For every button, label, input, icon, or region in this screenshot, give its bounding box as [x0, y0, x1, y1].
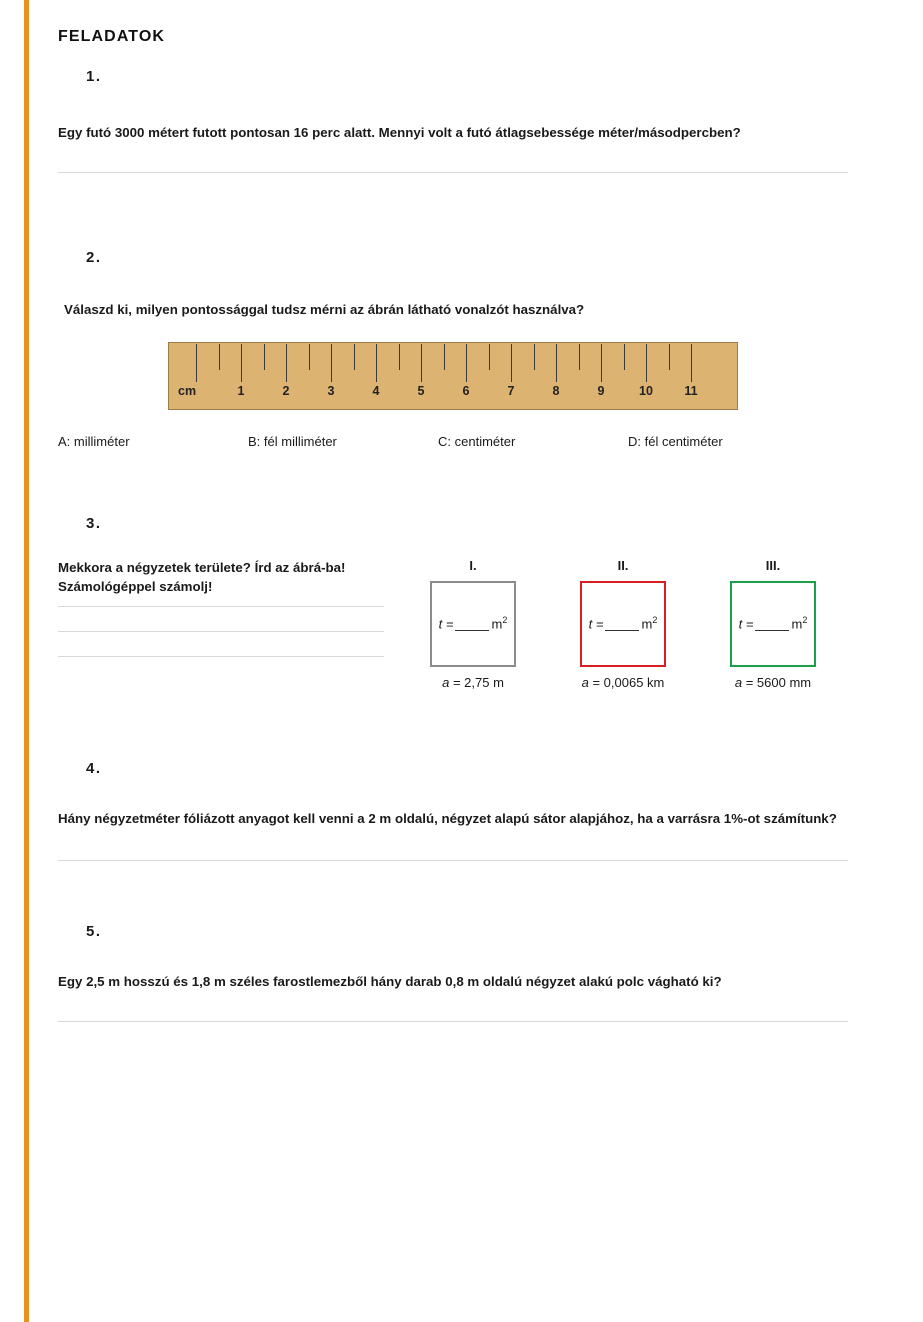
ruler-tick-minor [444, 344, 445, 370]
ruler-number-label: 7 [507, 383, 515, 398]
ruler-tick-major [331, 344, 332, 382]
square-i-prefix: t = [438, 616, 454, 632]
square-iii-area-field[interactable] [739, 615, 808, 631]
ruler-number-label: 11 [684, 383, 698, 398]
ruler-body [168, 342, 738, 410]
ruler-tick-major [511, 344, 512, 382]
choice-c[interactable] [438, 434, 628, 449]
ruler-number-label: 2 [282, 383, 290, 398]
ruler-tick-major [691, 344, 692, 382]
task-2 [58, 249, 848, 448]
ruler-tick-minor [264, 344, 265, 370]
task-4-text: Hány négyzetméter fóliázott anyagot kell venni a 2 m oldalú, négyzet alapú sátor alapjához, ha a varrásra 1%-ot számítunk? [58, 810, 837, 826]
square-i-caption-var: a [442, 674, 450, 690]
square-iii-caption-var: a [734, 674, 743, 690]
ruler-tick-major [196, 344, 197, 382]
task-1 [58, 68, 848, 173]
square-i-caption [398, 675, 548, 690]
square-i-exp: 2 [502, 615, 508, 626]
ruler-tick-minor [399, 344, 400, 370]
square-iii-title: III. [765, 557, 781, 573]
ruler-tick-major [646, 344, 647, 382]
choice-c-label: centiméter [454, 433, 516, 449]
square-iii-unit: m [791, 616, 803, 632]
task-5 [58, 923, 848, 1022]
ruler-number-label: 3 [327, 383, 335, 398]
choice-b-letter: B: [248, 433, 261, 449]
choice-a-label: milliméter [73, 433, 130, 449]
square-i-title: I. [469, 557, 477, 573]
ruler-tick-major [466, 344, 467, 382]
ruler-tick-minor [624, 344, 625, 370]
square-ii-title: II. [617, 557, 629, 573]
square-iii-caption-value: = 5600 mm [745, 674, 812, 690]
ruler-number-label: 10 [639, 383, 653, 398]
task-4-number: 4. [86, 759, 102, 777]
margin-accent-bar [24, 0, 29, 1322]
task-2-number: 2. [86, 249, 102, 267]
square-iii-caption [698, 675, 848, 690]
square-ii-blank[interactable] [605, 630, 639, 631]
ruler-tick-major [286, 344, 287, 382]
ruler-number-label: 8 [552, 383, 560, 398]
task-5-number: 5. [86, 922, 102, 940]
square-figure-iii [698, 558, 848, 690]
ruler-tick-major [601, 344, 602, 382]
task-2-text: Válaszd ki, milyen pontossággal tudsz mérni az ábrán látható vonalzót használva? [64, 302, 585, 318]
page-title: FELADATOK [58, 28, 166, 45]
ruler-tick-minor [219, 344, 220, 370]
choice-b[interactable] [248, 434, 438, 449]
square-iii-prefix: t = [738, 616, 754, 632]
answer-line [58, 860, 848, 861]
task-3-body [58, 558, 848, 690]
ruler-tick-major [376, 344, 377, 382]
task-3-text: Mekkora a négyzetek területe? Írd az ábrá-ba! Számológéppel számolj! [58, 559, 346, 594]
ruler-tick-minor [534, 344, 535, 370]
answer-line [58, 172, 848, 173]
ruler-tick-minor [309, 344, 310, 370]
square-ii-prefix: t = [588, 616, 604, 632]
square-ii-exp: 2 [652, 615, 658, 626]
ruler-tick-minor [579, 344, 580, 370]
ruler-number-label: 9 [597, 383, 605, 398]
task-3 [58, 515, 848, 690]
choice-a-letter: A: [58, 433, 71, 449]
ruler-figure [168, 342, 738, 410]
square-i-unit: m [491, 616, 503, 632]
square-ii-unit: m [641, 616, 653, 632]
square-iii-blank[interactable] [755, 630, 789, 631]
ruler-tick-minor [354, 344, 355, 370]
task-4 [58, 760, 848, 861]
choice-a[interactable] [58, 434, 248, 449]
choice-d-label: fél centiméter [644, 433, 723, 449]
answer-line [58, 631, 384, 632]
ruler-unit-label: cm [178, 383, 197, 398]
task-4-answer-area[interactable] [58, 860, 848, 861]
task-3-number: 3. [86, 514, 102, 532]
ruler-tick-minor [489, 344, 490, 370]
ruler-number-label: 6 [462, 383, 470, 398]
ruler-tick-major [421, 344, 422, 382]
square-i-area-field[interactable] [439, 615, 508, 631]
task-5-answer-area[interactable] [58, 1021, 848, 1022]
square-figure-i [398, 558, 548, 690]
ruler-number-label: 4 [372, 383, 380, 398]
square-i-shape [430, 581, 516, 667]
ruler-tick-major [556, 344, 557, 382]
square-ii-area-field[interactable] [589, 615, 658, 631]
task-2-choices [58, 434, 818, 449]
ruler-tick-minor [669, 344, 670, 370]
task-1-text: Egy futó 3000 métert futott pontosan 16 perc alatt. Mennyi volt a futó átlagsebessége méter/másodpercben? [58, 125, 741, 140]
choice-c-letter: C: [438, 433, 451, 449]
square-ii-caption-var: a [581, 674, 589, 690]
ruler-tick-major [241, 344, 242, 382]
square-i-blank[interactable] [455, 630, 489, 631]
square-ii-caption [548, 675, 698, 690]
ruler-number-label: 1 [237, 383, 245, 398]
task-1-answer-area[interactable] [58, 172, 848, 173]
ruler-number-label: 5 [417, 383, 425, 398]
square-i-caption-value: = 2,75 m [452, 674, 504, 690]
answer-line [58, 656, 384, 657]
task-3-squares [384, 558, 848, 690]
answer-line [58, 1021, 848, 1022]
document-content [58, 0, 848, 1048]
square-figure-ii [548, 558, 698, 690]
square-iii-shape [730, 581, 816, 667]
task-3-left [58, 558, 384, 690]
choice-d[interactable] [628, 434, 818, 449]
task-5-text: Egy 2,5 m hosszú és 1,8 m széles farostlemezből hány darab 0,8 m oldalú négyzet alakú polc vágható ki? [58, 973, 722, 989]
answer-line [58, 606, 384, 607]
square-ii-caption-value: = 0,0065 km [592, 674, 665, 690]
square-ii-shape [580, 581, 666, 667]
task-1-number: 1. [86, 68, 102, 85]
choice-d-letter: D: [628, 433, 641, 449]
choice-b-label: fél milliméter [263, 433, 337, 449]
square-iii-exp: 2 [802, 615, 808, 626]
